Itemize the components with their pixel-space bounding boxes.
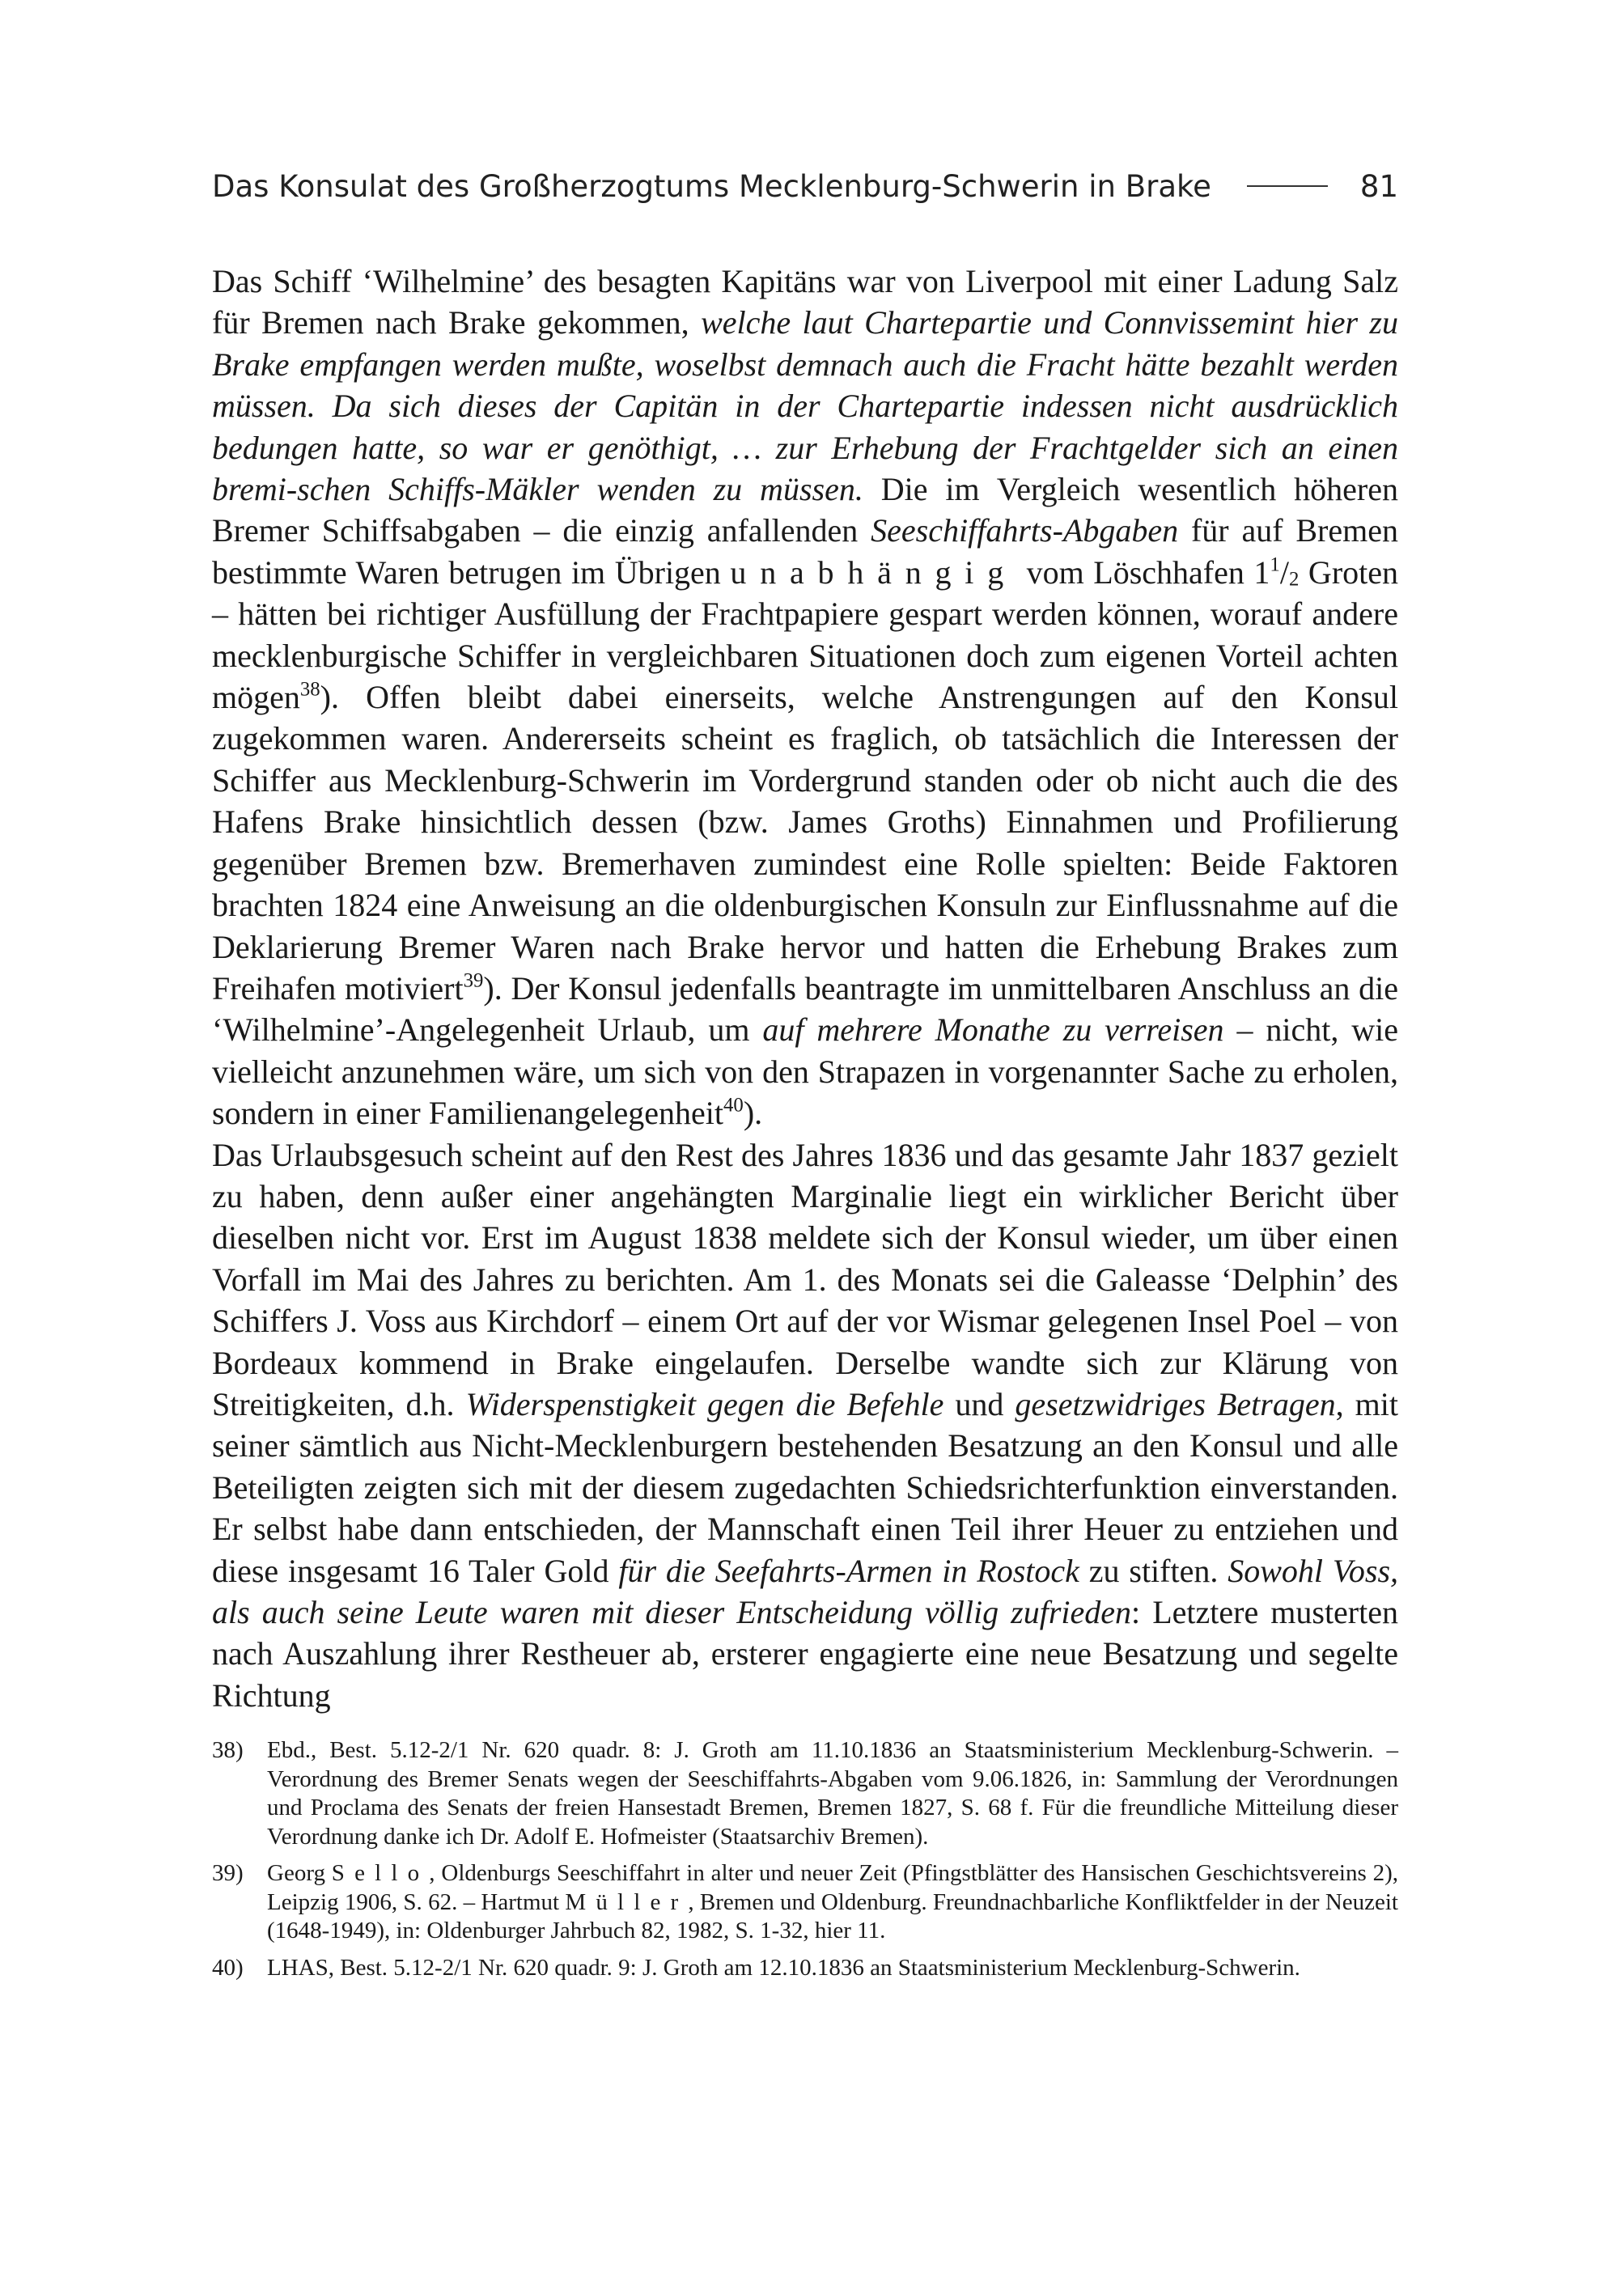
quotation-italic: für die Seefahrts-Armen in Rostock <box>618 1552 1079 1589</box>
fraction-denominator: 2 <box>1288 568 1300 591</box>
quotation-italic: Widerspenstigkeit gegen die Befehle <box>465 1385 944 1422</box>
header-rule <box>1247 185 1328 187</box>
text-run: Das Urlaubsgesuch scheint auf den Rest des Jahres 1836 und das gesamte Jahr 1837 gezielt zu haben, denn außer einer angehängten Marginalie liegt ein wirklicher Bericht über dieselben nicht vor. Erst im August 1838 meldete sich der Konsul wieder, um über einen Vorfall im Mai des Jahres zu berichten. Am 1. des Monats sei die Galeasse ‘Delphin’ des Schiffers J. Voss aus Kirchdorf – einem Ort auf der vor Wismar gelegenen Insel Poel – von Bordeaux kommend in Brake eingelaufen. Derselbe wandte sich zur Klärung von Streitigkeiten, d.h. <box>212 1136 1398 1422</box>
footnote-text: Ebd., Best. 5.12-2/1 Nr. 620 quadr. 8: J. Groth am 11.10.1836 an Staatsministerium Mecklenburg-Schwerin. – Verordnung des Bremer Senats wegen der Seeschiffahrts-Abgaben vom 9.06.1826, in: Sammlung der Verordnungen und Proclama des Senats der freien Hansestadt Bremen, Bremen 1827, S. 68 f. Für die freundliche Mitteilung dieser Verordnung danke ich Dr. Adolf E. Hofmeister (Staatsarchiv Bremen). <box>267 1737 1398 1850</box>
footnote-text <box>267 1859 1398 1946</box>
author-name-spaced: Sello <box>331 1860 430 1886</box>
footnotes <box>212 1736 1398 1990</box>
running-header <box>212 162 1398 210</box>
footnote-ref-39: 39 <box>463 969 484 992</box>
text-run: ). <box>743 1095 763 1132</box>
text-run: : Letztere musterten nach Auszahlung ihrer Restheuer ab, ersterer engagierte eine neue Besatzung und segelte Richtung <box>212 1594 1398 1714</box>
fraction-numerator: 1 <box>1270 553 1280 576</box>
text-run: ). Offen bleibt dabei einerseits, welche Anstrengungen auf den Konsul zugekommen waren. Andererseits scheint es fraglich, ob tatsächlich die Interessen der Schiffer aus Mecklenburg-Schwerin im Vordergrund standen oder ob nicht auch die des Hafens Brake hinsichtlich dessen (bzw. James Groths) Einnahmen und Profilierung gegenüber Bremen bzw. Bremerhaven zumindest eine Rolle spielten: Beide Faktoren brachten 1824 eine Anweisung an die oldenburgischen Konsuln zur Einflussnahme auf die Deklarierung Bremer Waren nach Brake hervor und hatten die Erhebung Brakes zum Freihafen motiviert <box>212 679 1398 1007</box>
text-run: Georg <box>267 1860 332 1886</box>
footnote-38 <box>212 1736 1398 1851</box>
text-run: Die im Vergleich wesentlich höheren Bremer Schiffsabgaben – die einzig anfallenden <box>212 471 1399 549</box>
page-number: 81 <box>1359 168 1398 204</box>
footnote-ref-38: 38 <box>299 678 320 701</box>
text-run: , Bremen und Oldenburg. Freundnachbarliche Konfliktfelder in der Neuzeit (1648-1949), in: Oldenburger Jahrbuch 82, 1982, S. 1-32, hier 11. <box>267 1888 1398 1943</box>
paragraph-2 <box>212 1134 1398 1717</box>
spaced-emphasis: unabhängig <box>730 553 1018 591</box>
body-text <box>212 261 1398 1716</box>
text-run: Das Schiff ‘Wilhelmine’ des besagten Kapitäns war von Liverpool mit einer Ladung Salz für Bremen nach Brake gekommen, <box>212 263 1398 341</box>
text-run: und <box>943 1385 1016 1422</box>
text-run: für auf Bremen bestimmte Waren betrugen im Übrigen <box>212 512 1399 591</box>
footnote-40 <box>212 1954 1398 1983</box>
footnote-number: 39) <box>212 1860 244 1886</box>
quotation-italic: welche laut Chartepartie und Connvissemint hier zu Brake empfangen werden mußte, woselbst demnach auch die Fracht hätte bezahlt werden müssen. Da sich dieses der Capitän in der Chartepartie indessen nicht ausdrücklich bedungen hatte, so war er genöthigt, … zur Erhebung der Frachtgelder sich an einen bremi-schen Schiffs-Mäkler wenden zu müssen. <box>212 304 1398 508</box>
quotation-italic: Sowohl Voss, als auch seine Leute waren mit dieser Entscheidung völlig zufrieden <box>212 1552 1399 1630</box>
footnote-text: LHAS, Best. 5.12-2/1 Nr. 620 quadr. 9: J. Groth am 12.10.1836 an Staatsministerium Mecklenburg-Schwerin. <box>267 1954 1300 1981</box>
text-run: vom Löschhafen <box>1017 553 1254 591</box>
footnote-number: 38) <box>212 1737 244 1763</box>
text-run: – nicht, wie vielleicht anzunehmen wäre, um sich von den Strapazen in vorgenannter Sache zu erholen, sondern in einer Familienangelegenheit <box>212 1011 1398 1132</box>
quotation-italic: gesetzwidriges Betragen <box>1015 1385 1336 1422</box>
text-run: zu stiften. <box>1079 1552 1228 1589</box>
footnote-ref-40: 40 <box>723 1094 744 1117</box>
paragraph-1 <box>212 261 1398 1134</box>
text-run: Groten – hätten bei richtiger Ausfüllung der Frachtpapiere gespart werden können, worauf andere mecklenburgische Schiffer in vergleichbaren Situationen doch zum eigenen Vorteil achten mögen <box>212 553 1399 716</box>
fraction: $1^1/_2$ <box>1253 553 1300 591</box>
running-title: Das Konsulat des Großherzogtums Mecklenburg-Schwerin in Brake <box>212 168 1211 204</box>
quotation-italic: auf mehrere Monathe zu verreisen <box>762 1011 1224 1049</box>
text-run: , Oldenburgs Seeschiffahrt in alter und neuer Zeit (Pfingstblätter des Hansischen Geschichtsvereins 2), Leipzig 1906, S. 62. – Hartmut <box>267 1860 1399 1915</box>
author-name-spaced: Müller <box>565 1888 689 1915</box>
fraction-whole: 1 <box>1253 553 1270 591</box>
footnote-39 <box>212 1859 1398 1946</box>
text-run: ). Der Konsul jedenfalls beantragte im unmittelbaren Anschluss an die ‘Wilhelmine’-Angelegenheit Urlaub, um <box>212 969 1399 1049</box>
footnote-number: 40) <box>212 1954 244 1981</box>
text-run: , mit seiner sämtlich aus Nicht-Mecklenburgern bestehenden Besatzung an den Konsul und alle Beteiligten zeigten sich mit der diesem zugedachten Schiedsrichterfunktion einverstanden. Er selbst habe dann entschieden, der Mannschaft einen Teil ihrer Heuer zu entziehen und diese insgesamt 16 Taler Gold <box>212 1385 1398 1589</box>
term-italic: Seeschiffahrts-Abgaben <box>871 512 1179 549</box>
